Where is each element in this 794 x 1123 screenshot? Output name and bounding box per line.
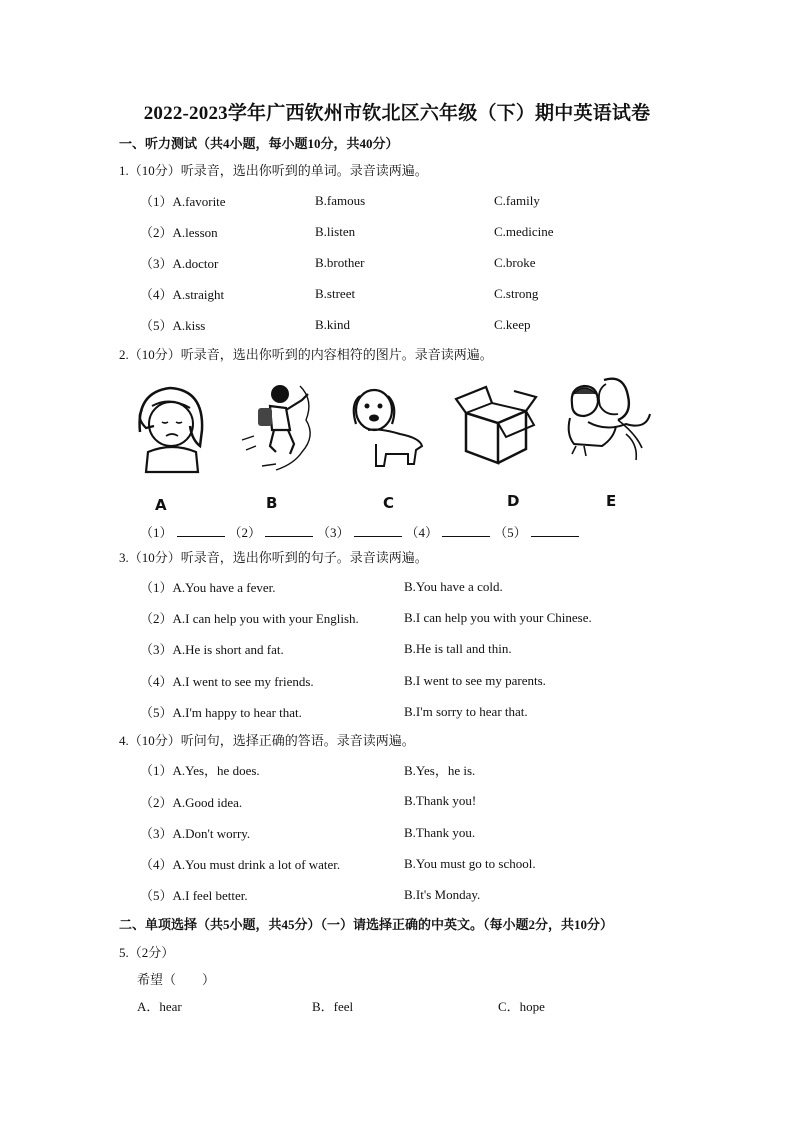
box-icon: [452, 383, 538, 467]
q2-blank-4[interactable]: [442, 524, 490, 537]
q1-row3-b: B.brother: [315, 255, 365, 270]
q4-row4-a: （4）A.You must drink a lot of water.: [140, 857, 341, 872]
q5-option-c[interactable]: C．hope: [498, 999, 545, 1014]
q3-row4-b: B.I went to see my parents.: [404, 673, 546, 688]
q1-row4-c: C.strong: [494, 286, 539, 301]
q2-blank-3[interactable]: [354, 524, 402, 537]
pic-label-c: C: [383, 494, 395, 512]
section-1-heading: 一、听力测试（共4小题，每小题10分，共40分）: [119, 136, 399, 151]
q3-stem: 3.（10分）听录音，选出你听到的句子。录音读两遍。: [119, 550, 428, 565]
q2-blank-2[interactable]: [265, 524, 313, 537]
q1-row2-a: （2）A.lesson: [140, 225, 218, 240]
q4-row3-a: （3）A.Don't worry.: [140, 826, 251, 841]
q3-row2-a: （2）A.I can help you with your English.: [140, 611, 359, 626]
q2-stem: 2.（10分）听录音，选出你听到的内容相符的图片。录音读两遍。: [119, 347, 493, 362]
q1-row4-b: B.street: [315, 286, 356, 301]
q1-row1-b: B.famous: [315, 193, 366, 208]
q4-row5-a: （5）A.I feel better.: [140, 888, 248, 903]
q2-blank-5[interactable]: [531, 524, 579, 537]
q4-row5-b: B.It's Monday.: [404, 887, 481, 902]
q4-row2-b: B.Thank you!: [404, 793, 477, 808]
q4-row1-b: B.Yes，he is.: [404, 763, 476, 778]
q1-row5-a: （5）A.kiss: [140, 318, 206, 333]
q3-row1-b: B.You have a cold.: [404, 579, 503, 594]
pic-label-a: A: [155, 496, 167, 514]
q2-blank-label-1: （1）: [140, 525, 173, 540]
q3-row3-b: B.He is tall and thin.: [404, 641, 512, 656]
pic-label-b: B: [266, 494, 278, 512]
q4-row1-a: （1）A.Yes，he does.: [140, 763, 260, 778]
q3-row3-a: （3）A.He is short and fat.: [140, 642, 284, 657]
q1-row1-a: （1）A.favorite: [140, 194, 226, 209]
q1-row4-a: （4）A.straight: [140, 287, 225, 302]
q2-blank-1[interactable]: [177, 524, 225, 537]
q3-row5-b: B.I'm sorry to hear that.: [404, 704, 528, 719]
q3-row1-a: （1）A.You have a fever.: [140, 580, 276, 595]
q1-row3-c: C.broke: [494, 255, 536, 270]
q4-stem: 4.（10分）听问句，选择正确的答语。录音读两遍。: [119, 733, 415, 748]
q1-row5-b: B.kind: [315, 317, 351, 332]
q5-option-a[interactable]: A．hear: [137, 999, 182, 1014]
pic-label-e: E: [606, 492, 617, 510]
q5-stem: 5.（2分）: [119, 945, 175, 960]
q5-prompt: 希望（ ）: [137, 972, 216, 987]
q5-option-b[interactable]: B．feel: [312, 999, 354, 1014]
q1-stem: 1.（10分）听录音，选出你听到的单词。录音读两遍。: [119, 163, 428, 178]
q1-row1-c: C.family: [494, 193, 540, 208]
q1-row2-c: C.medicine: [494, 224, 554, 239]
q4-row2-a: （2）A.Good idea.: [140, 795, 243, 810]
q2-blank-label-2: （2）: [228, 525, 262, 540]
pic-label-d: D: [507, 492, 520, 510]
hugging-people-icon: [562, 374, 654, 464]
q2-answer-blanks: [140, 524, 583, 541]
q2-blank-label-3: （3）: [317, 525, 350, 540]
q3-row4-a: （4）A.I went to see my friends.: [140, 674, 314, 689]
q1-row2-b: B.listen: [315, 224, 356, 239]
section-2-heading: 二、单项选择（共5小题，共45分）（一）请选择正确的中英文。（每小题2分，共10分）: [119, 917, 614, 932]
puppy-icon: [350, 384, 426, 474]
q1-row3-a: （3）A.doctor: [140, 256, 219, 271]
q2-blank-label-5: （5）: [494, 525, 527, 540]
q3-row5-a: （5）A.I'm happy to hear that.: [140, 705, 302, 720]
q4-row3-b: B.Thank you.: [404, 825, 476, 840]
q1-row5-c: C.keep: [494, 317, 531, 332]
q2-blank-label-4: （4）: [405, 525, 439, 540]
q4-row4-b: B.You must go to school.: [404, 856, 536, 871]
page-title: 2022-2023学年广西钦州市钦北区六年级（下）期中英语试卷: [143, 103, 651, 124]
q3-row2-b: B.I can help you with your Chinese.: [404, 610, 592, 625]
climbing-boy-icon: [236, 380, 326, 476]
sad-girl-icon: [132, 382, 212, 474]
